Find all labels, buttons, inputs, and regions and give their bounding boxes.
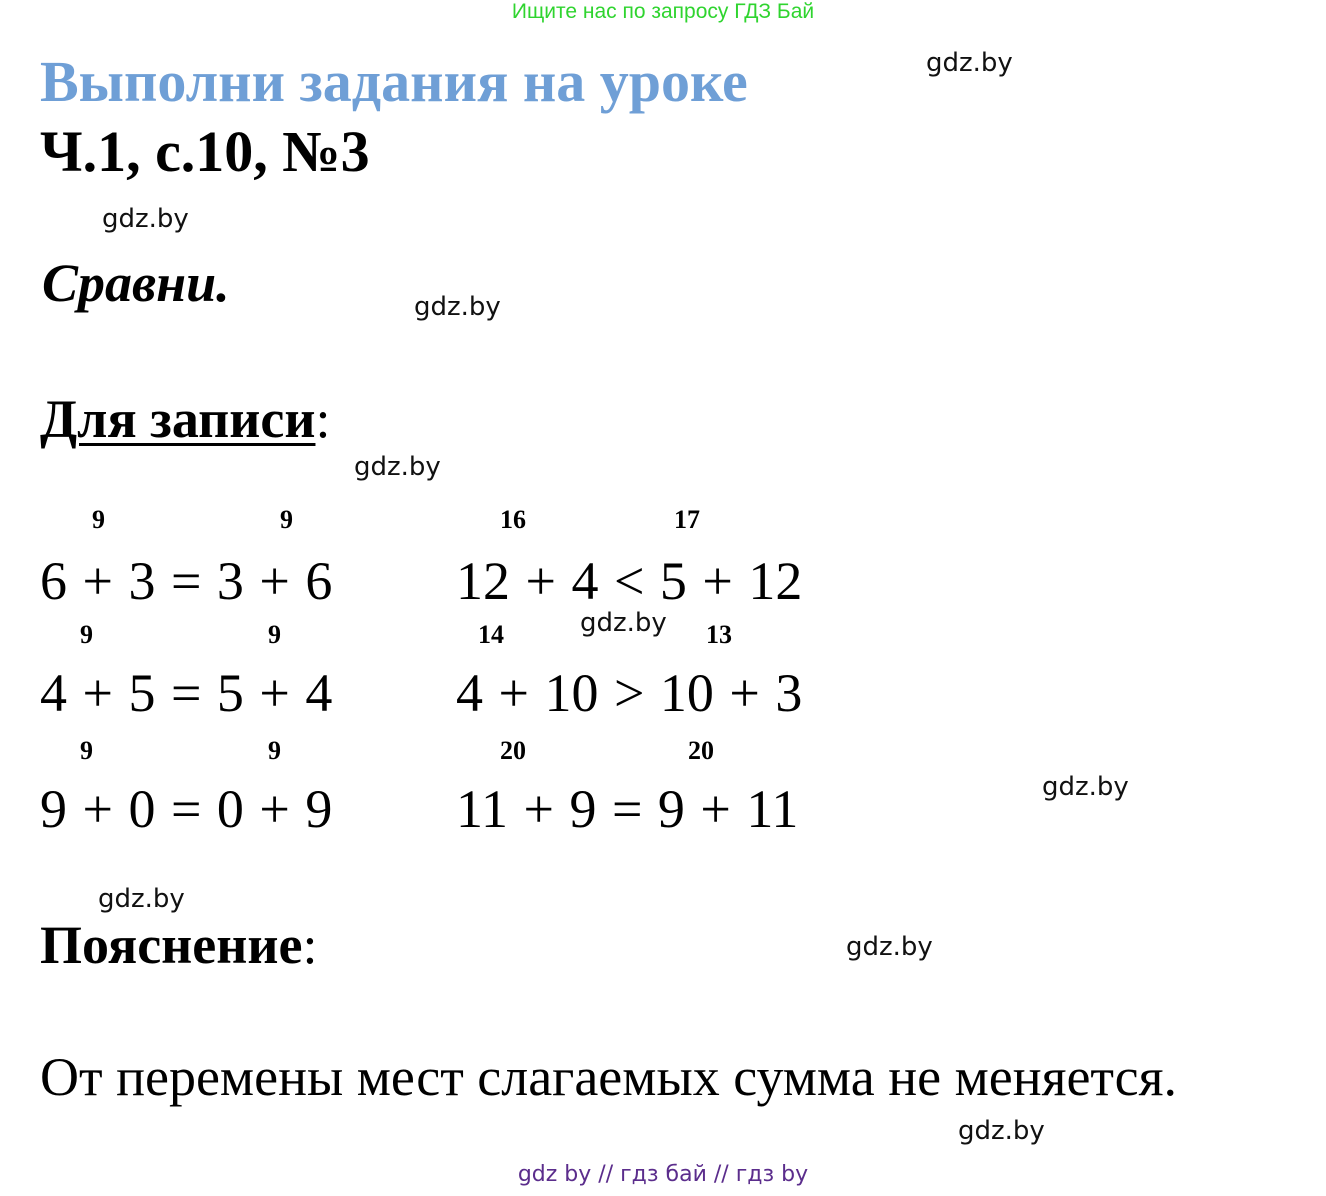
right-sum: 9 (280, 505, 293, 534)
right-sum: 9 (268, 736, 281, 765)
expression: 11 + 9 = 9 + 11 (456, 779, 799, 839)
search-banner: Ищите нас по запросу ГДЗ Бай (511, 0, 815, 23)
left-sum: 20 (500, 736, 526, 765)
expression: 9 + 0 = 0 + 9 (40, 779, 333, 839)
watermark: gdz.by (926, 48, 1013, 78)
explanation-text: От перемены мест слагаемых сумма не меняется. (40, 1047, 1177, 1107)
watermark: gdz.by (958, 1116, 1045, 1146)
right-sum: 13 (706, 620, 732, 649)
explanation-heading (40, 914, 317, 976)
record-heading-colon: : (315, 389, 331, 449)
left-sum: 16 (500, 505, 526, 534)
watermark: gdz.by (354, 452, 441, 482)
record-heading-label: Для записи (40, 389, 316, 449)
page-title: Выполни задания на уроке (40, 49, 748, 114)
watermark: gdz.by (580, 608, 667, 638)
expression: 4 + 5 = 5 + 4 (40, 663, 333, 723)
expression: 6 + 3 = 3 + 6 (40, 551, 333, 611)
right-sum: 20 (688, 736, 714, 765)
right-sum: 17 (674, 505, 700, 534)
left-sum: 9 (80, 620, 93, 649)
left-sum: 9 (80, 736, 93, 765)
exercise-reference: Ч.1, с.10, №3 (40, 119, 370, 184)
footer-links: gdz by // гдз бай // гдз by (517, 1162, 809, 1187)
explanation-heading-label: Пояснение (40, 915, 303, 975)
watermark: gdz.by (102, 204, 189, 234)
left-sum: 9 (92, 505, 105, 534)
watermark: gdz.by (414, 292, 501, 322)
record-heading (40, 388, 330, 450)
watermark: gdz.by (1042, 772, 1129, 802)
right-sum: 9 (268, 620, 281, 649)
expression: 12 + 4 < 5 + 12 (456, 551, 803, 611)
watermark: gdz.by (846, 932, 933, 962)
watermark: gdz.by (98, 884, 185, 914)
task-instruction: Сравни. (42, 253, 230, 313)
left-sum: 14 (478, 620, 504, 649)
expression: 4 + 10 > 10 + 3 (456, 663, 803, 723)
explanation-heading-colon: : (302, 915, 318, 975)
